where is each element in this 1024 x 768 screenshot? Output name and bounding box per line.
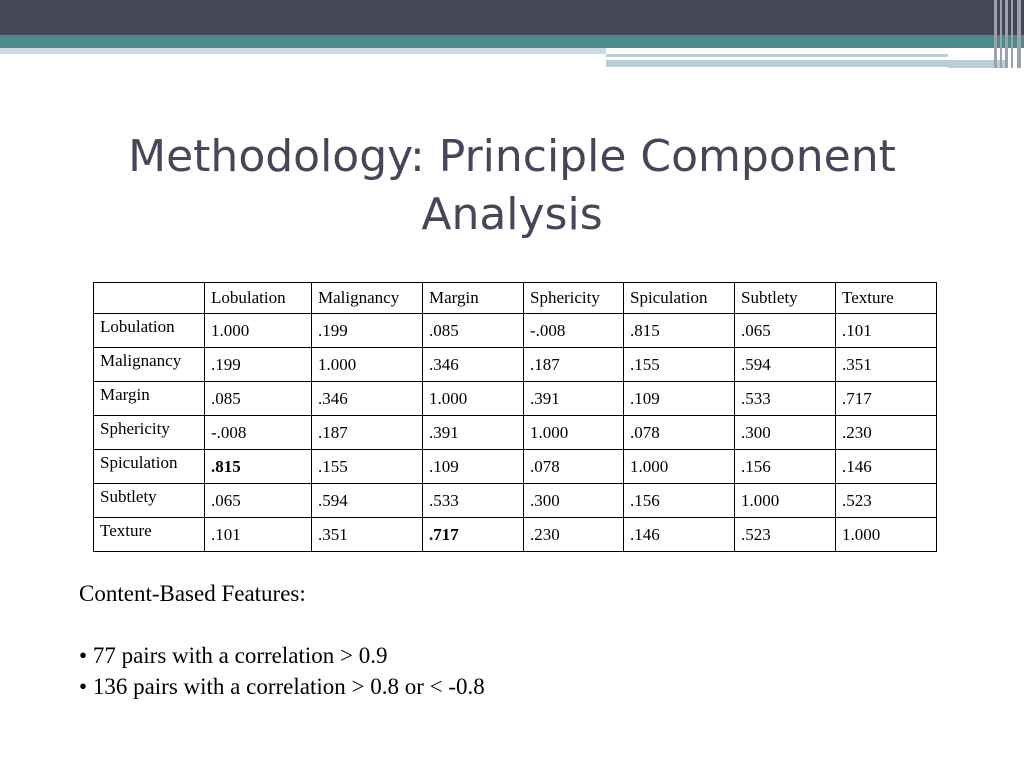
table-cell: 1.000 bbox=[205, 314, 312, 348]
table-cell: -.008 bbox=[205, 416, 312, 450]
header-right-stripes bbox=[990, 0, 1024, 68]
table-row bbox=[94, 314, 937, 348]
row-label: Spiculation bbox=[94, 450, 205, 484]
table-cell: .078 bbox=[624, 416, 735, 450]
table-cell: .101 bbox=[836, 314, 937, 348]
table-header-row bbox=[94, 283, 937, 314]
header-bar bbox=[0, 0, 1024, 35]
table-cell: .065 bbox=[735, 314, 836, 348]
bullet-item: • 136 pairs with a correlation > 0.8 or < -0.8 bbox=[79, 674, 485, 699]
table-cell: .109 bbox=[423, 450, 524, 484]
table-cell: .594 bbox=[735, 348, 836, 382]
table-cell: .085 bbox=[205, 382, 312, 416]
table-row bbox=[94, 416, 937, 450]
table-cell: .230 bbox=[836, 416, 937, 450]
table-cell: .717 bbox=[836, 382, 937, 416]
table-cell: .085 bbox=[423, 314, 524, 348]
slide-title: Methodology: Principle Component Analysis bbox=[128, 131, 896, 240]
table-cell: .109 bbox=[624, 382, 735, 416]
table-cell: .101 bbox=[205, 518, 312, 552]
header-teal-band bbox=[0, 35, 1024, 48]
bullet-item: • 77 pairs with a correlation > 0.9 bbox=[79, 643, 388, 668]
table-cell: 1.000 bbox=[836, 518, 937, 552]
table-cell: .156 bbox=[624, 484, 735, 518]
table-cell: .199 bbox=[312, 314, 423, 348]
table-row bbox=[94, 382, 937, 416]
table-header-cell: Malignancy bbox=[312, 283, 423, 314]
table-cell: .594 bbox=[312, 484, 423, 518]
table-header-cell: Subtlety bbox=[735, 283, 836, 314]
table-cell: .815 bbox=[624, 314, 735, 348]
table-cell: 1.000 bbox=[735, 484, 836, 518]
spacer bbox=[79, 609, 979, 640]
table-cell: -.008 bbox=[524, 314, 624, 348]
table-cell: .187 bbox=[312, 416, 423, 450]
content-heading: Content-Based Features: bbox=[79, 581, 306, 606]
table-cell: .533 bbox=[423, 484, 524, 518]
table-cell: .065 bbox=[205, 484, 312, 518]
table-header-cell: Spiculation bbox=[624, 283, 735, 314]
table-header-cell: Texture bbox=[836, 283, 937, 314]
table-cell: .155 bbox=[312, 450, 423, 484]
table-cell: .300 bbox=[524, 484, 624, 518]
table-header-cell: Lobulation bbox=[205, 283, 312, 314]
table-cell: 1.000 bbox=[524, 416, 624, 450]
table-cell: .187 bbox=[524, 348, 624, 382]
header-deco-line bbox=[606, 54, 948, 57]
correlation-table bbox=[93, 282, 937, 552]
table-cell: .346 bbox=[423, 348, 524, 382]
table-cell: .533 bbox=[735, 382, 836, 416]
table-cell: 1.000 bbox=[312, 348, 423, 382]
table-cell: .391 bbox=[423, 416, 524, 450]
table-header-cell: Margin bbox=[423, 283, 524, 314]
table-cell: .523 bbox=[836, 484, 937, 518]
table-cell: .351 bbox=[836, 348, 937, 382]
bullet-text: 77 pairs with a correlation > 0.9 bbox=[92, 643, 388, 668]
table-header-cell: Sphericity bbox=[524, 283, 624, 314]
table-cell: .391 bbox=[524, 382, 624, 416]
table-row bbox=[94, 484, 937, 518]
table-cell: .717 bbox=[423, 518, 524, 552]
table-cell: 1.000 bbox=[624, 450, 735, 484]
table-row bbox=[94, 348, 937, 382]
table-row bbox=[94, 450, 937, 484]
table-cell: .156 bbox=[735, 450, 836, 484]
table-cell: 1.000 bbox=[423, 382, 524, 416]
row-label: Margin bbox=[94, 382, 205, 416]
content-block bbox=[79, 578, 979, 702]
table-cell: .300 bbox=[735, 416, 836, 450]
table-cell: .146 bbox=[624, 518, 735, 552]
row-label: Sphericity bbox=[94, 416, 205, 450]
row-label: Malignancy bbox=[94, 348, 205, 382]
table-cell: .523 bbox=[735, 518, 836, 552]
row-label: Lobulation bbox=[94, 314, 205, 348]
table-cell: .078 bbox=[524, 450, 624, 484]
table-cell: .199 bbox=[205, 348, 312, 382]
bullet-text: 136 pairs with a correlation > 0.8 or < -0.8 bbox=[92, 674, 485, 699]
table-cell: .351 bbox=[312, 518, 423, 552]
header-light-band bbox=[0, 48, 606, 54]
table-cell: .230 bbox=[524, 518, 624, 552]
table-cell: .146 bbox=[836, 450, 937, 484]
header-deco-line bbox=[606, 60, 948, 67]
table-row bbox=[94, 518, 937, 552]
table-cell: .815 bbox=[205, 450, 312, 484]
table-cell: .346 bbox=[312, 382, 423, 416]
row-label: Subtlety bbox=[94, 484, 205, 518]
table-cell: .155 bbox=[624, 348, 735, 382]
row-label: Texture bbox=[94, 518, 205, 552]
table-body bbox=[94, 314, 937, 552]
table-header-cell bbox=[94, 283, 205, 314]
